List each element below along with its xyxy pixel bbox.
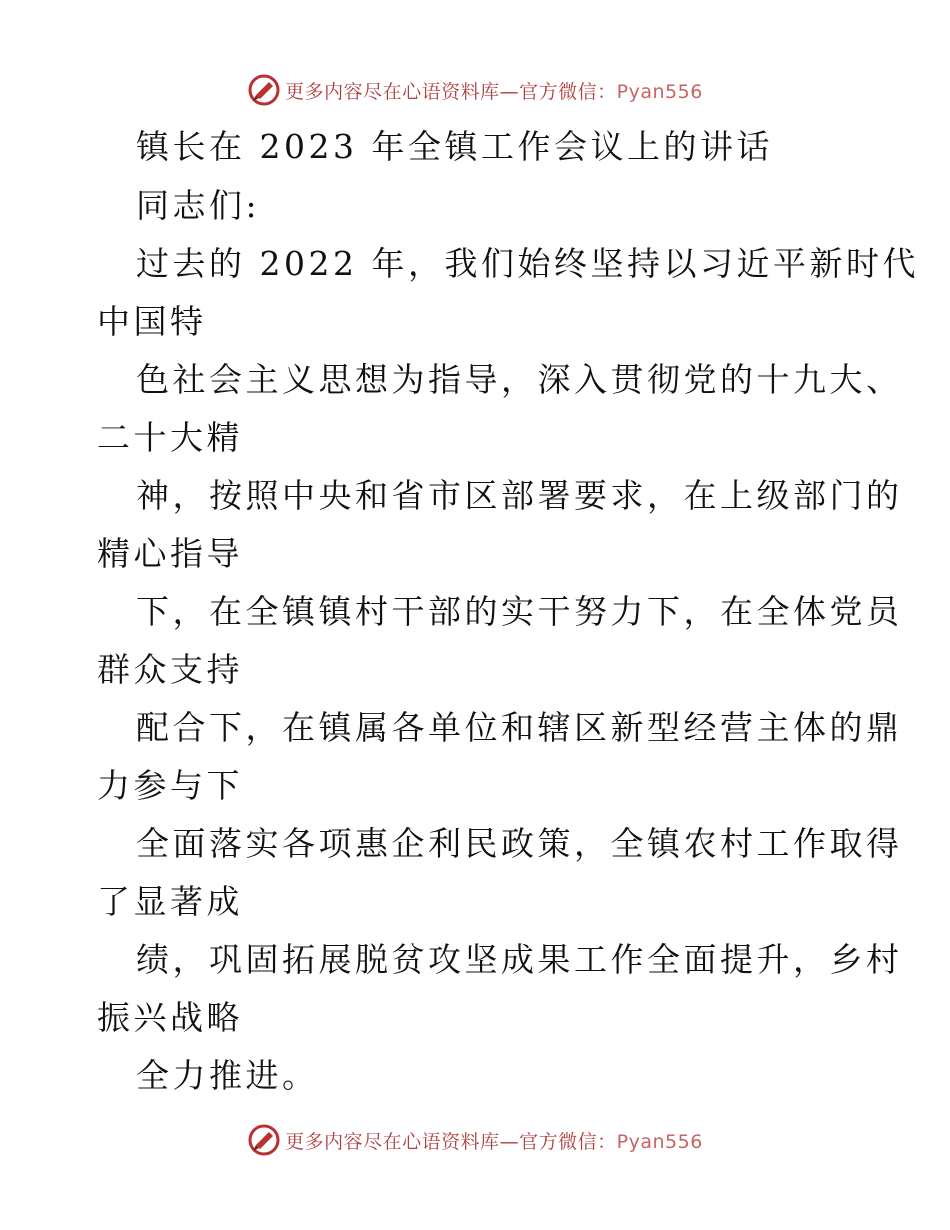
footer-banner — [0, 1120, 950, 1160]
paragraph-line: 群众支持 — [97, 650, 243, 689]
footer-wechat-id: Pyan556 — [616, 1130, 703, 1153]
footer-banner-text: 更多内容尽在心语资料库—官方微信：Pyan556 — [285, 1130, 703, 1153]
paragraph-line: 神，按照中央和省市区部署要求，在上级部门的 — [136, 476, 903, 515]
paragraph-line: 全力推进。 — [136, 1056, 319, 1095]
header-banner — [0, 70, 950, 110]
paragraph-line: 色社会主义思想为指导，深入贯彻党的十九大、 — [136, 360, 903, 399]
paragraph-line: 全面落实各项惠企利民政策，全镇农村工作取得 — [136, 824, 903, 863]
paragraph-line: 力参与下 — [97, 766, 243, 805]
paragraph-line: 配合下，在镇属各单位和辖区新型经营主体的鼎 — [136, 708, 903, 747]
header-banner-text: 更多内容尽在心语资料库—官方微信：Pyan556 — [285, 80, 703, 103]
paragraph-line: 了显著成 — [97, 882, 243, 921]
pen-logo-icon — [247, 1123, 281, 1157]
header-wechat-id: Pyan556 — [616, 80, 703, 103]
paragraph-line: 振兴战略 — [97, 998, 243, 1037]
paragraph-line: 下，在全镇镇村干部的实干努力下，在全体党员 — [136, 592, 903, 631]
pen-logo-icon — [247, 73, 281, 107]
paragraph-line: 精心指导 — [97, 534, 243, 573]
salutation: 同志们: — [136, 186, 261, 225]
paragraph-line: 绩，巩固拓展脱贫攻坚成果工作全面提升，乡村 — [136, 940, 903, 979]
paragraph-line: 中国特 — [97, 302, 207, 341]
document-title: 镇长在 2023 年全镇工作会议上的讲话 — [136, 127, 773, 166]
paragraph-line: 过去的 2022 年，我们始终坚持以习近平新时代 — [136, 244, 919, 283]
paragraph-line: 二十大精 — [97, 418, 243, 457]
